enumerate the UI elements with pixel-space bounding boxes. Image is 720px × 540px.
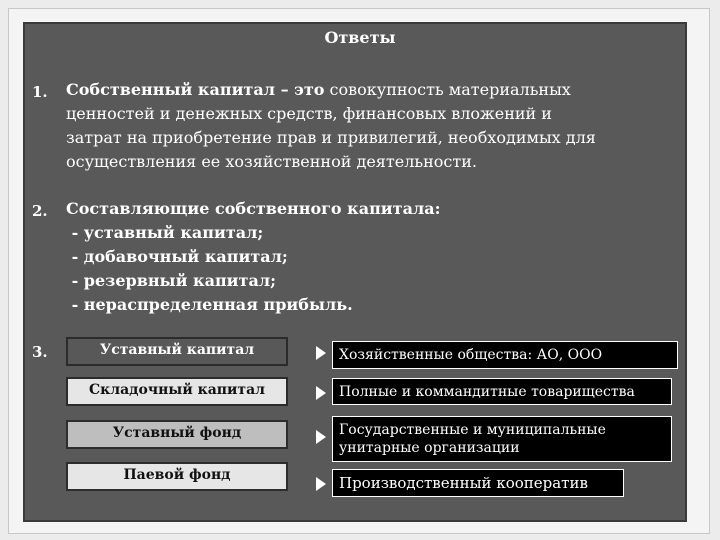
box-ustavny-fond[interactable]: Уставный фонд [66, 420, 288, 449]
item-1-line: затрат на приобретение прав и привилегий, необходимых для [66, 128, 596, 147]
item-2-number: 2. [32, 202, 48, 220]
right-box-line: Полные и коммандитные товарищества [339, 384, 635, 400]
item-2-heading: Составляющие собственного капитала: [66, 199, 441, 218]
right-box-line: унитарные организации [339, 440, 520, 456]
box-paevoy-fond[interactable]: Паевой фонд [66, 462, 288, 491]
item-1-line: совокупность материальных [324, 80, 571, 99]
item-1-line: осуществления ее хозяйственной деятельности. [66, 152, 477, 171]
item-2-line: - резервный капитал; [66, 271, 276, 290]
box-proizvodstvenny-kooperativ[interactable] [332, 469, 624, 497]
right-box-line: Хозяйственные общества: АО, ООО [339, 347, 603, 363]
box-skladochny-kapital[interactable]: Складочный капитал [66, 377, 288, 406]
item-1-text [66, 78, 686, 174]
slide-title: Ответы [324, 28, 396, 47]
right-box-line: Государственные и муниципальные [339, 422, 606, 438]
box-unitarnye-organizatsii[interactable] [332, 416, 672, 462]
arrow-right-icon [316, 386, 326, 400]
arrow-right-icon [316, 346, 326, 360]
box-ustavny-kapital[interactable]: Уставный капитал [66, 337, 288, 366]
item-1-line: ценностей и денежных средств, финансовых вложений и [66, 104, 552, 123]
item-1-term: Собственный капитал – это [66, 80, 325, 99]
item-2-text [66, 197, 666, 317]
item-2-line: - нераспределенная прибыль. [66, 295, 353, 314]
right-box-line: Производственный кооператив [339, 474, 588, 492]
item-1-number: 1. [32, 83, 48, 101]
box-tovarishchestva[interactable] [332, 378, 672, 405]
box-khozyaystvennye-obshchestva[interactable] [332, 341, 678, 369]
arrow-right-icon [316, 430, 326, 444]
item-2-line: - добавочный капитал; [66, 247, 288, 266]
arrow-right-icon [316, 477, 326, 491]
item-2-line: - уставный капитал; [66, 223, 264, 242]
item-3-number: 3. [32, 343, 48, 361]
